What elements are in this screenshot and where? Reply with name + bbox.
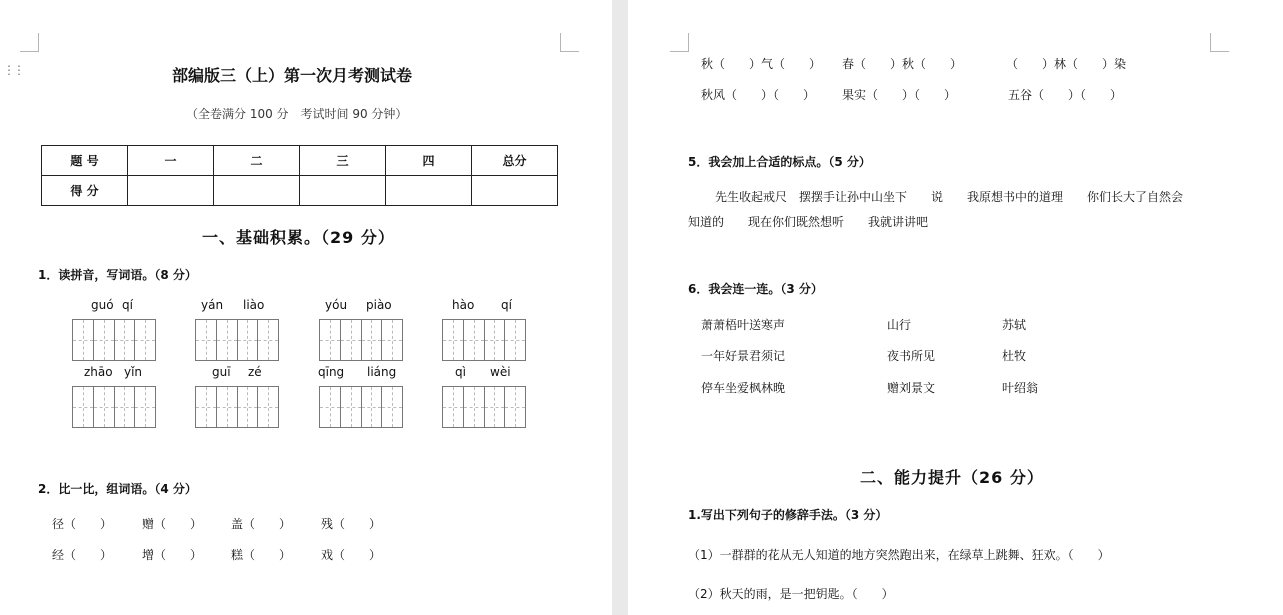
pinyin-label: yǐn <box>124 365 143 379</box>
table-header-cell: 三 <box>300 146 386 176</box>
compare-item: 糕（ ） <box>231 548 292 562</box>
section-2-heading: 二、能力提升（26 分） <box>860 468 1044 487</box>
pinyin-label: qí <box>122 298 133 312</box>
match-poem-line: 一年好景君须记 <box>701 349 786 363</box>
table-header-cell: 题 号 <box>42 146 128 176</box>
document-page-1 <box>0 0 612 615</box>
score-cell[interactable] <box>128 176 214 206</box>
compare-item: 残（ ） <box>321 517 382 531</box>
compare-item: 赠（ ） <box>142 517 203 531</box>
section-2-question-1-title: 1.写出下列句子的修辞手法。（3 分） <box>688 508 888 522</box>
match-poem-title: 山行 <box>887 318 912 332</box>
score-cell[interactable] <box>300 176 386 206</box>
punctuation-text-line: 先生收起戒尺 摆摆手让孙中山坐下 说 我原想书中的道理 你们长大了自然会 <box>715 190 1184 204</box>
fill-item: 果实（ ）（ ） <box>842 88 957 102</box>
section-1-heading: 一、基础积累。（29 分） <box>202 228 395 247</box>
exam-title: 部编版三（上）第一次月考测试卷 <box>172 66 413 85</box>
crop-mark-top-left <box>670 33 689 52</box>
writing-grid[interactable] <box>319 319 403 361</box>
pinyin-label: zhāo <box>84 365 113 379</box>
table-row <box>42 176 558 206</box>
question-1-title: 1．读拼音，写词语。（8 分） <box>38 268 197 282</box>
pinyin-label: qīng <box>318 365 345 379</box>
rhetoric-item: （2）秋天的雨，是一把钥匙。（ ） <box>688 587 894 601</box>
compare-item: 经（ ） <box>52 548 113 562</box>
match-poem-title: 赠刘景文 <box>887 381 936 395</box>
match-poem-line: 萧萧梧叶送寒声 <box>701 318 786 332</box>
pinyin-label: liáng <box>367 365 397 379</box>
pinyin-label: yán <box>201 298 224 312</box>
compare-item: 戏（ ） <box>321 548 382 562</box>
match-poem-line: 停车坐爱枫林晚 <box>701 381 786 395</box>
pinyin-label: wèi <box>490 365 511 379</box>
writing-grid[interactable] <box>442 386 526 428</box>
table-header-cell: 总分 <box>472 146 558 176</box>
crop-mark-top-left <box>20 33 39 52</box>
score-table <box>41 145 558 206</box>
table-header-cell: 二 <box>214 146 300 176</box>
punctuation-text-line: 知道的 现在你们既然想听 我就讲讲吧 <box>688 215 929 229</box>
crop-mark-top-right <box>560 33 579 52</box>
writing-grid[interactable] <box>195 386 279 428</box>
pinyin-label: piào <box>366 298 392 312</box>
pinyin-label: yóu <box>325 298 348 312</box>
fill-item: （ ）林（ ）染 <box>1006 57 1127 71</box>
score-cell[interactable] <box>386 176 472 206</box>
match-poet: 叶绍翁 <box>1002 381 1039 395</box>
match-poem-title: 夜书所见 <box>887 349 936 363</box>
table-header-cell: 一 <box>128 146 214 176</box>
crop-mark-top-right <box>1210 33 1229 52</box>
question-2-title: 2．比一比，组词语。（4 分） <box>38 482 197 496</box>
table-row <box>42 146 558 176</box>
table-row-label: 得 分 <box>42 176 128 206</box>
match-poet: 苏轼 <box>1002 318 1027 332</box>
score-cell[interactable] <box>214 176 300 206</box>
match-poet: 杜牧 <box>1002 349 1027 363</box>
writing-grid[interactable] <box>72 319 156 361</box>
pinyin-label: qí <box>501 298 512 312</box>
score-cell[interactable] <box>472 176 558 206</box>
writing-grid[interactable] <box>442 319 526 361</box>
writing-grid[interactable] <box>319 386 403 428</box>
rhetoric-item: （1）一群群的花从无人知道的地方突然跑出来，在绿草上跳舞、狂欢。（ ） <box>688 548 1110 562</box>
fill-item: 春（ ）秋（ ） <box>842 57 963 71</box>
pinyin-label: liào <box>243 298 265 312</box>
question-5-title: 5．我会加上合适的标点。（5 分） <box>688 155 871 169</box>
pinyin-label: hào <box>452 298 475 312</box>
writing-grid[interactable] <box>72 386 156 428</box>
document-page-2 <box>628 0 1283 615</box>
exam-subtitle: （全卷满分 100 分 考试时间 90 分钟） <box>186 107 408 121</box>
pinyin-label: zé <box>248 365 262 379</box>
table-header-cell: 四 <box>386 146 472 176</box>
question-6-title: 6．我会连一连。（3 分） <box>688 282 823 296</box>
fill-item: 秋（ ）气（ ） <box>701 57 822 71</box>
pinyin-label: guó <box>91 298 114 312</box>
compare-item: 盖（ ） <box>231 517 292 531</box>
compare-item: 径（ ） <box>52 517 113 531</box>
pinyin-label: qì <box>455 365 466 379</box>
fill-item: 五谷（ ）（ ） <box>1008 88 1123 102</box>
pinyin-label: guī <box>212 365 231 379</box>
compare-item: 增（ ） <box>142 548 203 562</box>
writing-grid[interactable] <box>195 319 279 361</box>
drag-handle-icon[interactable]: ⋮⋮ <box>3 63 23 77</box>
fill-item: 秋风（ ）（ ） <box>701 88 816 102</box>
